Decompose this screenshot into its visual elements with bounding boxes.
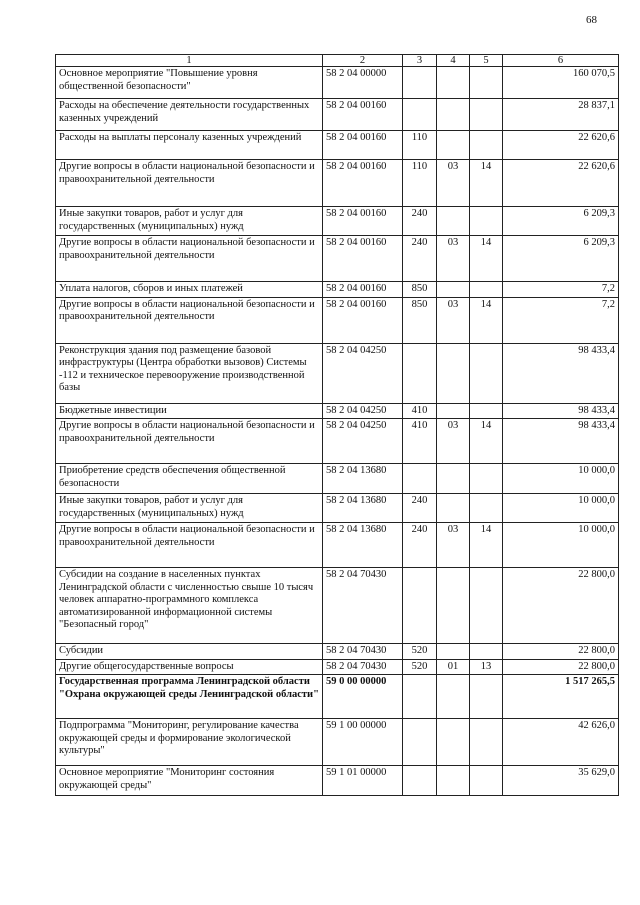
cell-name: Приобретение средств обеспечения общественной безопасности	[56, 464, 323, 494]
cell-name: Другие общегосударственные вопросы	[56, 659, 323, 675]
cell-expense-type: 110	[403, 131, 437, 160]
cell-code: 59 1 01 00000	[323, 766, 403, 796]
cell-subsection: 14	[470, 297, 503, 343]
cell-code: 58 2 04 00000	[323, 67, 403, 99]
cell-subsection	[470, 207, 503, 236]
cell-expense-type	[403, 99, 437, 131]
cell-name: Иные закупки товаров, работ и услуг для государственных (муниципальных) нужд	[56, 494, 323, 523]
cell-amount: 6 209,3	[503, 207, 619, 236]
cell-name: Реконструкция здания под размещение базовой инфраструктуры (Центра обработки вызовов) Системы -112 и техническое перевооружение производственной базы	[56, 343, 323, 403]
cell-amount: 98 433,4	[503, 419, 619, 464]
cell-name: Основное мероприятие "Мониторинг состояния окружающей среды"	[56, 766, 323, 796]
table-row	[56, 67, 619, 99]
cell-section	[437, 207, 470, 236]
cell-code: 58 2 04 00160	[323, 99, 403, 131]
cell-subsection	[470, 719, 503, 766]
cell-expense-type: 520	[403, 644, 437, 660]
cell-code: 58 2 04 70430	[323, 644, 403, 660]
cell-subsection	[470, 403, 503, 419]
cell-subsection	[470, 675, 503, 719]
cell-subsection: 14	[470, 419, 503, 464]
cell-expense-type	[403, 766, 437, 796]
table-row	[56, 297, 619, 343]
cell-subsection: 14	[470, 160, 503, 207]
header-cell-section: 4	[437, 55, 470, 67]
cell-name: Уплата налогов, сборов и иных платежей	[56, 282, 323, 298]
header-cell-amount: 6	[503, 55, 619, 67]
cell-section	[437, 67, 470, 99]
cell-subsection: 14	[470, 236, 503, 282]
cell-expense-type	[403, 719, 437, 766]
table-row	[56, 99, 619, 131]
cell-section	[437, 464, 470, 494]
cell-amount: 10 000,0	[503, 464, 619, 494]
cell-section	[437, 675, 470, 719]
cell-subsection	[470, 343, 503, 403]
cell-subsection	[470, 644, 503, 660]
cell-section	[437, 99, 470, 131]
cell-subsection	[470, 282, 503, 298]
header-cell-subsection: 5	[470, 55, 503, 67]
cell-amount: 6 209,3	[503, 236, 619, 282]
cell-code: 58 2 04 00160	[323, 207, 403, 236]
header-cell-name: 1	[56, 55, 323, 67]
cell-amount: 7,2	[503, 282, 619, 298]
cell-expense-type: 410	[403, 403, 437, 419]
cell-name: Другие вопросы в области национальной безопасности и правоохранительной деятельности	[56, 419, 323, 464]
cell-section: 03	[437, 236, 470, 282]
cell-name: Расходы на выплаты персоналу казенных учреждений	[56, 131, 323, 160]
cell-name: Государственная программа Ленинградской области "Охрана окружающей среды Ленинградской области"	[56, 675, 323, 719]
cell-section	[437, 131, 470, 160]
cell-name: Расходы на обеспечение деятельности государственных казенных учреждений	[56, 99, 323, 131]
cell-section	[437, 403, 470, 419]
table-row	[56, 403, 619, 419]
table-row	[56, 644, 619, 660]
cell-section: 03	[437, 297, 470, 343]
cell-name: Субсидии	[56, 644, 323, 660]
cell-section	[437, 568, 470, 644]
table-row	[56, 719, 619, 766]
cell-name: Основное мероприятие "Повышение уровня общественной безопасности"	[56, 67, 323, 99]
cell-subsection	[470, 494, 503, 523]
cell-section	[437, 343, 470, 403]
cell-expense-type: 110	[403, 160, 437, 207]
cell-name: Другие вопросы в области национальной безопасности и правоохранительной деятельности	[56, 236, 323, 282]
cell-subsection	[470, 568, 503, 644]
cell-section: 03	[437, 419, 470, 464]
table-row	[56, 766, 619, 796]
cell-code: 58 2 04 70430	[323, 568, 403, 644]
cell-section	[437, 282, 470, 298]
cell-section	[437, 766, 470, 796]
cell-code: 58 2 04 04250	[323, 403, 403, 419]
cell-code: 58 2 04 00160	[323, 297, 403, 343]
cell-code: 58 2 04 13680	[323, 464, 403, 494]
cell-amount: 22 800,0	[503, 568, 619, 644]
budget-table	[55, 54, 619, 796]
cell-amount: 98 433,4	[503, 343, 619, 403]
cell-amount: 1 517 265,5	[503, 675, 619, 719]
cell-section	[437, 644, 470, 660]
cell-code: 58 2 04 00160	[323, 160, 403, 207]
cell-subsection	[470, 766, 503, 796]
cell-expense-type: 240	[403, 523, 437, 568]
cell-subsection	[470, 131, 503, 160]
cell-amount: 22 620,6	[503, 160, 619, 207]
cell-code: 58 2 04 00160	[323, 131, 403, 160]
cell-expense-type: 240	[403, 236, 437, 282]
cell-subsection: 13	[470, 659, 503, 675]
cell-amount: 160 070,5	[503, 67, 619, 99]
table-row	[56, 282, 619, 298]
cell-code: 58 2 04 04250	[323, 419, 403, 464]
table-row	[56, 675, 619, 719]
table-row	[56, 131, 619, 160]
cell-name: Бюджетные инвестиции	[56, 403, 323, 419]
cell-code: 58 2 04 04250	[323, 343, 403, 403]
cell-expense-type	[403, 464, 437, 494]
cell-code: 59 1 00 00000	[323, 719, 403, 766]
table-row	[56, 523, 619, 568]
cell-section	[437, 494, 470, 523]
table-row	[56, 207, 619, 236]
cell-subsection	[470, 464, 503, 494]
cell-name: Иные закупки товаров, работ и услуг для государственных (муниципальных) нужд	[56, 207, 323, 236]
header-cell-code: 2	[323, 55, 403, 67]
table-row	[56, 236, 619, 282]
cell-expense-type: 410	[403, 419, 437, 464]
cell-amount: 10 000,0	[503, 494, 619, 523]
cell-expense-type: 240	[403, 494, 437, 523]
cell-section: 03	[437, 523, 470, 568]
cell-amount: 10 000,0	[503, 523, 619, 568]
header-row	[56, 55, 619, 67]
cell-name: Субсидии на создание в населенных пунктах Ленинградской области с численностью свыше 10 тысяч человек аппаратно-программного комплекса автоматизированной информационной системы "Безопасный город"	[56, 568, 323, 644]
cell-expense-type	[403, 343, 437, 403]
cell-expense-type	[403, 67, 437, 99]
cell-amount: 42 626,0	[503, 719, 619, 766]
table-row	[56, 343, 619, 403]
header-cell-type: 3	[403, 55, 437, 67]
table-row	[56, 160, 619, 207]
cell-name: Другие вопросы в области национальной безопасности и правоохранительной деятельности	[56, 297, 323, 343]
cell-section: 03	[437, 160, 470, 207]
cell-expense-type	[403, 568, 437, 644]
cell-amount: 98 433,4	[503, 403, 619, 419]
cell-code: 58 2 04 13680	[323, 494, 403, 523]
table-row	[56, 659, 619, 675]
cell-name: Другие вопросы в области национальной безопасности и правоохранительной деятельности	[56, 160, 323, 207]
cell-name: Другие вопросы в области национальной безопасности и правоохранительной деятельности	[56, 523, 323, 568]
cell-amount: 7,2	[503, 297, 619, 343]
cell-expense-type: 850	[403, 282, 437, 298]
cell-expense-type: 850	[403, 297, 437, 343]
table-row	[56, 464, 619, 494]
table-row	[56, 568, 619, 644]
cell-subsection	[470, 99, 503, 131]
cell-amount: 28 837,1	[503, 99, 619, 131]
cell-section: 01	[437, 659, 470, 675]
cell-expense-type	[403, 675, 437, 719]
cell-subsection	[470, 67, 503, 99]
cell-amount: 22 800,0	[503, 659, 619, 675]
cell-name: Подпрограмма "Мониторинг, регулирование качества окружающей среды и формирование экологической культуры"	[56, 719, 323, 766]
page-number: 68	[586, 14, 597, 26]
cell-amount: 22 800,0	[503, 644, 619, 660]
cell-subsection: 14	[470, 523, 503, 568]
cell-amount: 22 620,6	[503, 131, 619, 160]
table-row	[56, 419, 619, 464]
cell-expense-type: 240	[403, 207, 437, 236]
cell-code: 58 2 04 13680	[323, 523, 403, 568]
table-row	[56, 494, 619, 523]
cell-code: 59 0 00 00000	[323, 675, 403, 719]
cell-expense-type: 520	[403, 659, 437, 675]
cell-code: 58 2 04 70430	[323, 659, 403, 675]
cell-code: 58 2 04 00160	[323, 282, 403, 298]
cell-code: 58 2 04 00160	[323, 236, 403, 282]
cell-section	[437, 719, 470, 766]
cell-amount: 35 629,0	[503, 766, 619, 796]
